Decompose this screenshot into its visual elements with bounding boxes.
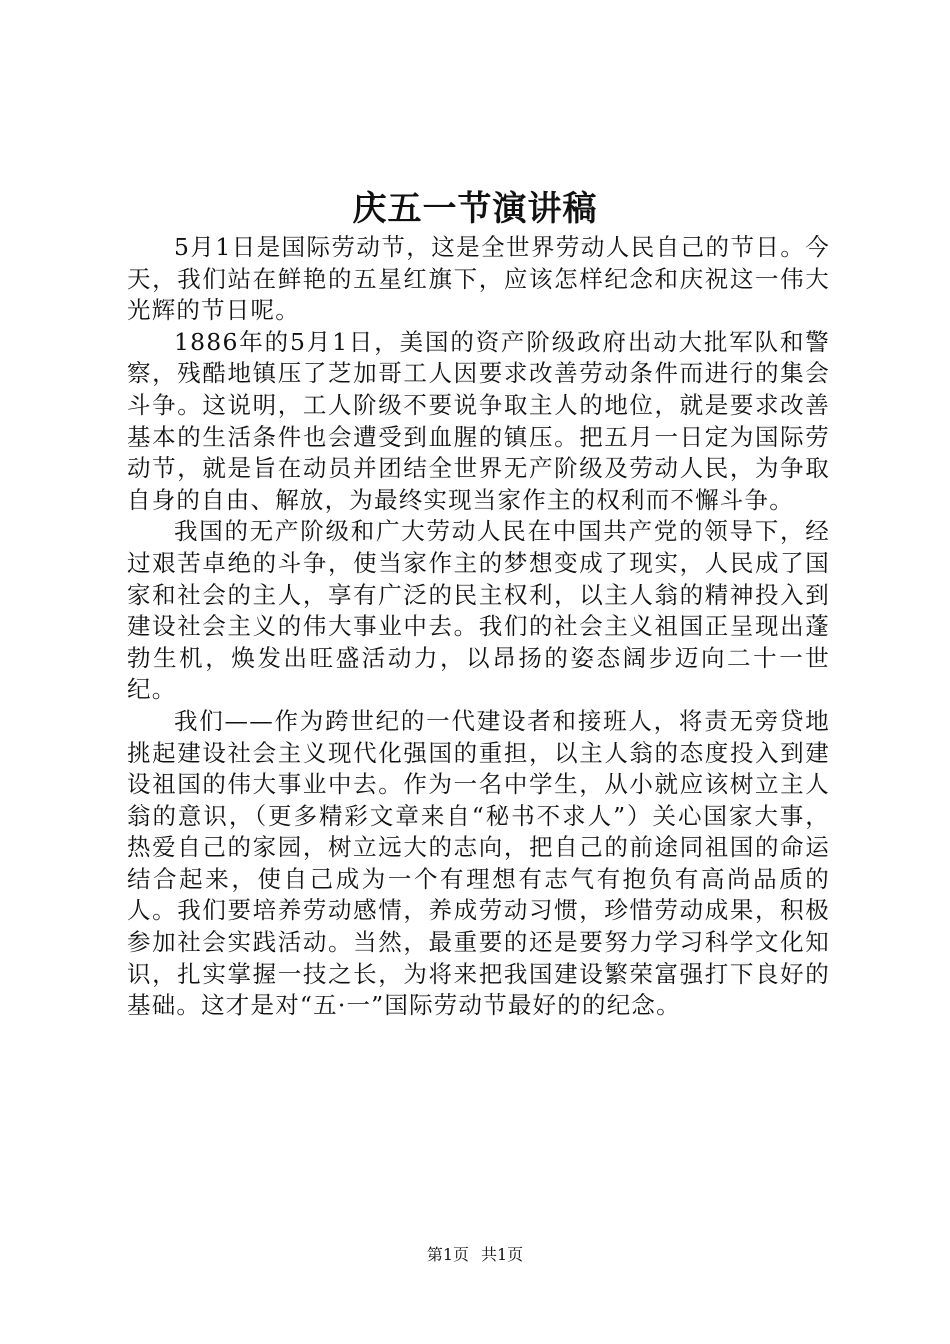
document-body (127, 232, 830, 1022)
paragraph: 5月1日是国际劳动节，这是全世界劳动人民自己的节日。今天，我们站在鲜艳的五星红旗下，应该怎样纪念和庆祝这一伟大光辉的节日呢。 (127, 233, 830, 325)
document-title: 庆五一节演讲稿 (352, 189, 598, 229)
page-number: 第1页 (426, 1245, 469, 1264)
page-total: 共1页 (481, 1245, 524, 1264)
paragraph: 1886年的5月1日，美国的资产阶级政府出动大批军队和警察，残酷地镇压了芝加哥工人因要求改善劳动条件而进行的集会斗争。这说明，工人阶级不要说争取主人的地位，就是要求改善基本的生活条件也会遭受到血腥的镇压。把五月一日定为国际劳动节，就是旨在动员并团结全世界无产阶级及劳动人民，为争取自身的自由、解放，为最终实现当家作主的权利而不懈斗争。 (127, 327, 830, 514)
paragraph: 我们——作为跨世纪的一代建设者和接班人，将责无旁贷地挑起建设社会主义现代化强国的重担，以主人翁的态度投入到建设祖国的伟大事业中去。作为一名中学生，从小就应该树立主人翁的意识，（更多精彩文章来自“秘书不求人”）关心国家大事，热爱自己的家园，树立远大的志向，把自己的前途同祖国的命运结合起来，使自己成为一个有理想有志气有抱负有高尚品质的人。我们要培养劳动感情，养成劳动习惯，珍惜劳动成果，积极参加社会实践活动。当然，最重要的还是要努力学习科学文化知识，扎实掌握一技之长，为将来把我国建设繁荣富强打下良好的基础。这才是对“五·一”国际劳动节最好的的纪念。 (127, 706, 830, 1020)
paragraph: 我国的无产阶级和广大劳动人民在中国共产党的领导下，经过艰苦卓绝的斗争，使当家作主的梦想变成了现实，人民成了国家和社会的主人，享有广泛的民主权利，以主人翁的精神投入到建设社会主义的伟大事业中去。我们的社会主义祖国正呈现出蓬勃生机，焕发出旺盛活动力，以昂扬的姿态阔步迈向二十一世纪。 (127, 517, 830, 704)
page-footer (0, 1243, 950, 1267)
